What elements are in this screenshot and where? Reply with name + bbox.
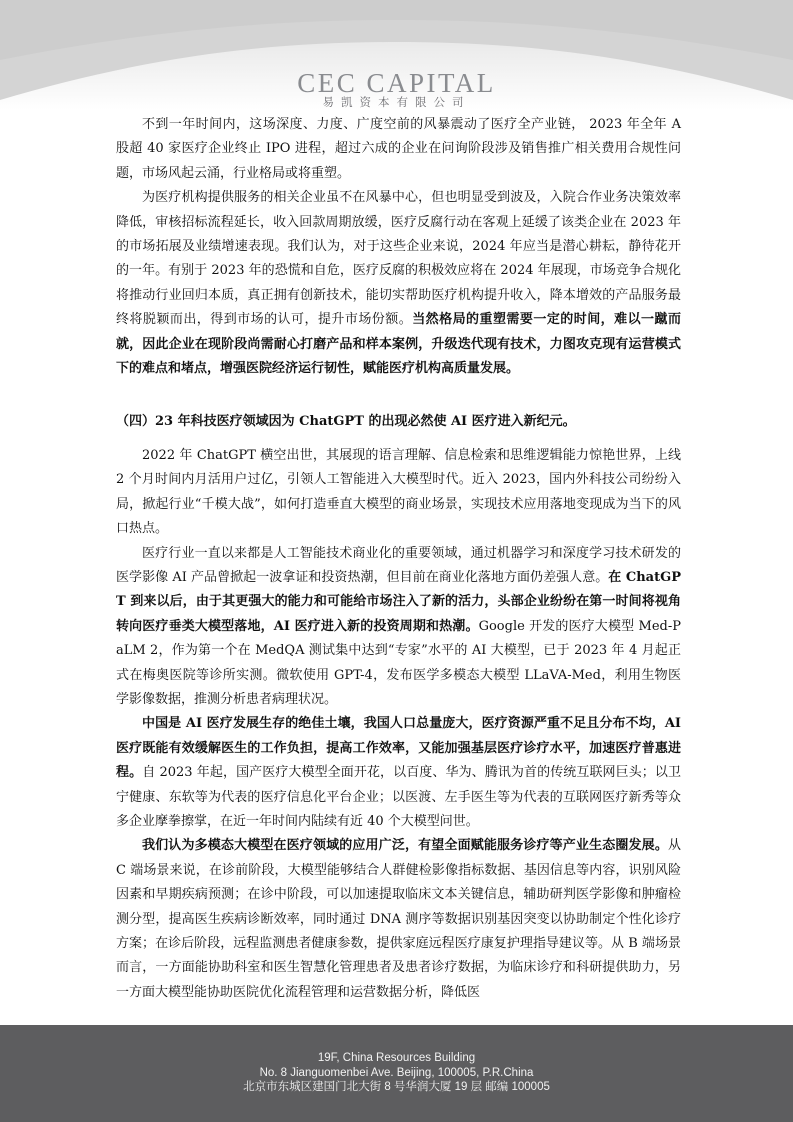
- paragraph-text: 从 C 端场景来说，在诊前阶段，大模型能够结合人群健检影像指标数据、基因信息等内容，识别风险因素和早期疾病预测；在诊中阶段，可以加速提取临床文本关键信息，辅助研判医学影像和肿瘤检测分型，提高医生疾病诊断效率，同时通过 DNA 测序等数据识别基因突变以协助制定个性化诊疗方案；在诊后阶段，远程监测患者健康参数，提供家庭远程医疗康复护理指导建议等。从 B 端场景而言，一方面能协助科室和医生智慧化管理患者及患者诊疗数据，为临床诊疗和科研提供助力，另一方面大模型能协助医院优化流程管理和运营数据分析，降低医: [116, 838, 681, 1000]
- paragraph: [116, 542, 681, 713]
- paragraph: [116, 712, 681, 834]
- paragraph-text: Google 开发的医疗大模型 Med-PaLM 2，作为第一个在 MedQA 测试集中达到“专家”水平的 AI 大模型，已于 2023 年 4 月起正式在梅奥医院等诊所实测。微软使用 GPT-4，发布医学多模态大模型 LLaVA-Med，利用生物医学影像数据，推测分析患者病理状况。: [116, 618, 681, 707]
- paragraph: 2022 年 ChatGPT 横空出世，其展现的语言理解、信息检索和思维逻辑能力惊艳世界，上线 2 个月时间内月活用户过亿，引领人工智能进入大模型时代。近入 2023，国内外科技公司纷纷入局，掀起行业“千模大战”，如何打造垂直大模型的商业场景，实现技术应用落地变现成为当下的风口热点。: [116, 447, 681, 537]
- paragraph: 不到一年时间内，这场深度、力度、广度空前的风暴震动了医疗全产业链， 2023 年全年 A 股超 40 家医疗企业终止 IPO 进程，超过六成的企业在问询阶段涉及销售推广相关费用合规性问题，市场风起云涌，行业格局或将重塑。: [116, 117, 681, 181]
- footer-address: [0, 1051, 793, 1095]
- paragraph-text: 医疗行业一直以来都是人工智能技术商业化的重要领域，通过机器学习和深度学习技术研发的医学影像 AI 产品曾掀起一波拿证和投资热潮，但目前在商业化落地方面仍差强人意。: [116, 545, 681, 585]
- paragraph-emphasis: 当然格局的重塑需要一定的时间，难以一蹴而就，因此企业在现阶段尚需耐心打磨产品和样本案例，升级迭代现有技术，力图攻克现有运营模式下的难点和堵点，增强医院经济运行韧性，赋能医疗机构高质量发展。: [116, 312, 681, 377]
- paragraph: [116, 186, 681, 381]
- section-heading: （四）23 年科技医疗领域因为 ChatGPT 的出现必然使 AI 医疗进入新纪元。: [116, 414, 576, 430]
- paragraph-emphasis: 我们认为多模态大模型在医疗领域的应用广泛，有望全面赋能服务诊疗等产业生态圈发展。: [142, 838, 668, 854]
- page-footer: [0, 1025, 793, 1122]
- paragraph-emphasis: 中国是 AI 医疗发展生存的绝佳土壤，我国人口总量庞大，医疗资源严重不足且分布不均，AI 医疗既能有效缓解医生的工作负担，提高工作效率，又能加强基层医疗诊疗水平，加速医疗普惠进程。: [116, 716, 681, 781]
- paragraph-text: 为医疗机构提供服务的相关企业虽不在风暴中心，但也明显受到波及，入院合作业务决策效率降低，审核招标流程延长，收入回款周期放缓，医疗反腐行动在客观上延缓了该类企业在 2023 年的市场拓展及业绩增速表现。我们认为，对于这些企业来说，2024 年应当是潜心耕耘，静待花开的一年。有别于 2023 年的恐慌和自危，医疗反腐的积极效应将在 2024 年展现，市场竞争合规化将推动行业回归本质，真正拥有创新技术，能切实帮助医疗机构提升收入，降本增效的产品服务最终将脱颖而出，得到市场的认可，提升市场份额。: [116, 190, 681, 328]
- company-logo-subtitle: 易凯资本有限公司: [322, 95, 471, 109]
- footer-address-line: 北京市东城区建国门北大街 8 号华润大厦 19 层 邮编 100005: [243, 1081, 550, 1093]
- document-body: [116, 113, 681, 1005]
- paragraph: [116, 834, 681, 1005]
- paragraph-text: 自 2023 年起，国产医疗大模型全面开花，以百度、华为、腾讯为首的传统互联网巨头；以卫宁健康、东软等为代表的医疗信息化平台企业；以医渡、左手医生等为代表的互联网医疗新秀等众多企业摩拳擦掌，在近一年时间内陆续有近 40 个大模型问世。: [116, 765, 681, 829]
- footer-address-line: 19F, China Resources Building: [317, 1052, 476, 1064]
- paragraph-emphasis: 在 ChatGPT 到来以后，由于其更强大的能力和可能给市场注入了新的活力，头部企业纷纷在第一时间将视角转向医疗垂类大模型落地，AI 医疗进入新的投资周期和热潮。: [116, 569, 681, 634]
- company-logo: CEC CAPITAL: [297, 68, 496, 98]
- footer-address-line: No. 8 Jianguomenbei Ave. Beijing, 100005, P.R.China: [259, 1066, 534, 1079]
